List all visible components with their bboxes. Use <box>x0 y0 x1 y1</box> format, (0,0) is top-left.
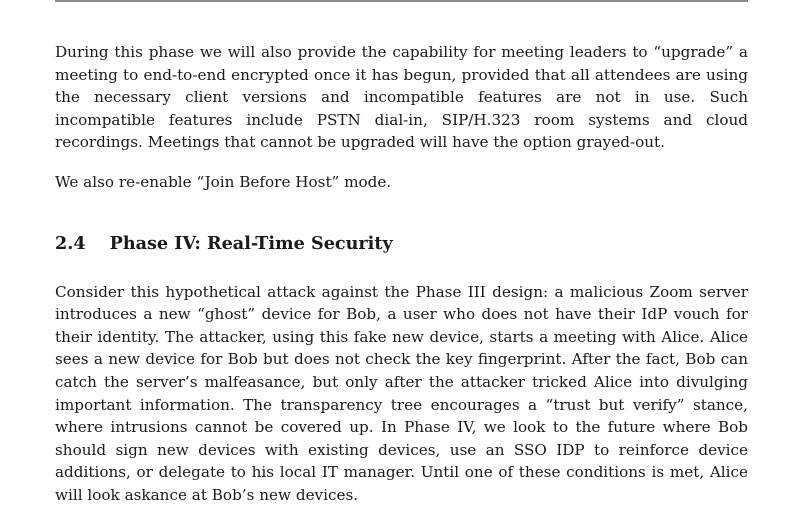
section-number: 2.4 <box>55 232 86 254</box>
paragraph-join-before-host: We also re-enable “Join Before Host” mode. <box>55 172 392 191</box>
top-rule <box>55 0 748 2</box>
section-heading <box>55 232 748 256</box>
document-body <box>55 41 748 507</box>
paragraph-hypothetical-attack: Consider this hypothetical attack against the Phase III design: a malicious Zoom server introduces a new “ghost” device for Bob, a user who does not have their IdP vouch for their identity. The attacker, using this fake new device, starts a meeting with Alice. Alice sees a new device for Bob but does not check the key fingerprint. After the fact, Bob can catch the server’s malfeasance, but only after the attacker tricked Alice into divulging important information. The transparency tree encourages a “trust but verify” stance, where intrusions cannot be covered up. In Phase IV, we look to the future where Bob should sign new devices with existing devices, use an SSO IDP to reinforce device additions, or delegate to his local IT manager. Until one of these conditions is met, Alice will look askance at Bob’s new devices. <box>55 282 748 504</box>
section-title: Phase IV: Real-Time Security <box>109 232 393 254</box>
paragraph-upgrade-meeting: During this phase we will also provide the capability for meeting leaders to “upgrade” a meeting to end-to-end encrypted once it has begun, provided that all attendees are using the necessary client versions and incompatible features are not in use. Such incompatible features include PSTN dial-in, SIP/H.323 room systems and cloud recordings. Meetings that cannot be upgraded will have the option grayed-out. <box>55 43 748 152</box>
